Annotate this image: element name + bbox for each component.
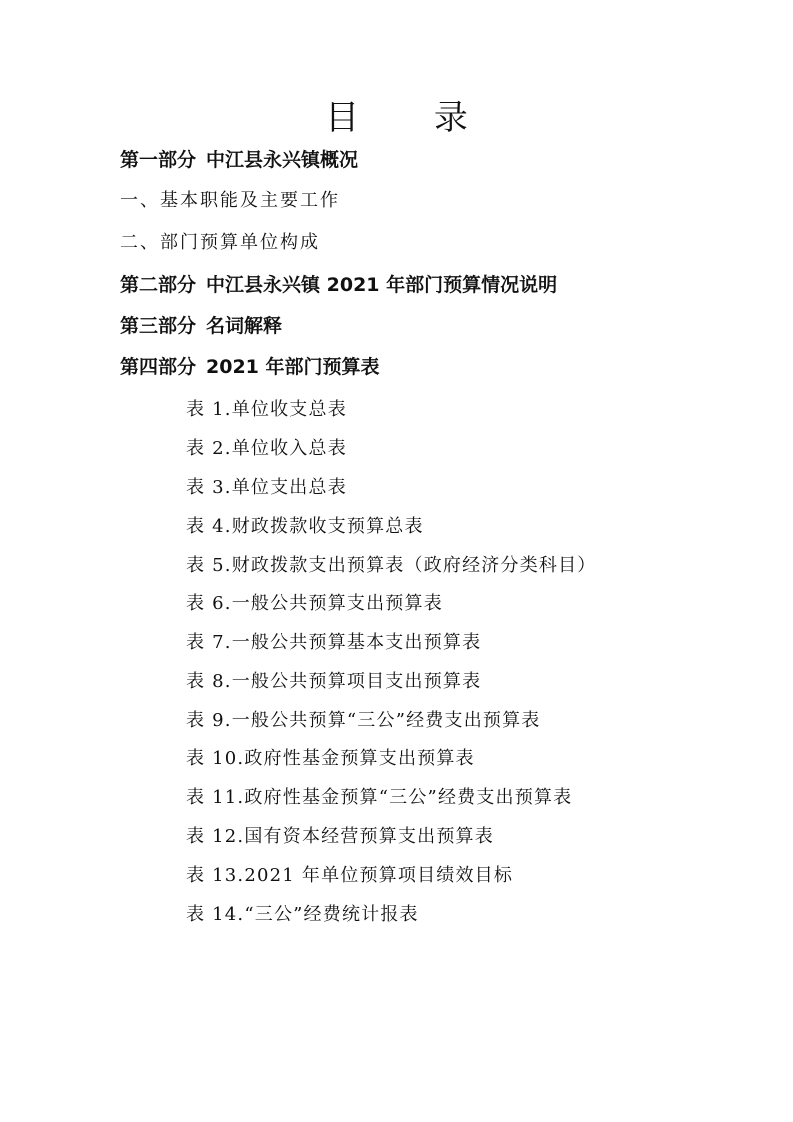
table-entry-6: 表 6.一般公共预算支出预算表	[186, 593, 443, 614]
part-1-name: 中江县永兴镇概况	[206, 149, 359, 171]
table-entry-11: 表 11.政府性基金预算“三公”经费支出预算表	[186, 787, 573, 808]
table-entry-13: 表 13.2021 年单位预算项目绩效目标	[186, 865, 514, 886]
part-1-section-1: 一、基本职能及主要工作	[120, 190, 340, 211]
part-2-heading: 第二部分	[120, 274, 197, 296]
part-1-heading: 第一部分	[120, 149, 197, 171]
table-entry-8: 表 8.一般公共预算项目支出预算表	[186, 671, 482, 692]
part-4-heading: 第四部分	[120, 356, 197, 378]
part-2-entry	[120, 270, 557, 300]
table-entry-1: 表 1.单位收支总表	[186, 399, 347, 420]
part-4-name: 2021 年部门预算表	[206, 356, 380, 378]
table-entry-3: 表 3.单位支出总表	[186, 477, 347, 498]
toc-title: 目 录	[325, 98, 500, 138]
table-entry-7: 表 7.一般公共预算基本支出预算表	[186, 632, 482, 653]
table-entry-5: 表 5.财政拨款支出预算表（政府经济分类科目）	[186, 555, 597, 576]
part-1-entry	[120, 145, 358, 175]
table-entry-10: 表 10.政府性基金预算支出预算表	[186, 748, 475, 769]
part-2-name: 中江县永兴镇 2021 年部门预算情况说明	[206, 274, 558, 296]
table-entry-2: 表 2.单位收入总表	[186, 438, 347, 459]
part-3-heading: 第三部分	[120, 315, 197, 337]
part-3-entry	[120, 311, 282, 341]
part-1-section-2: 二、部门预算单位构成	[120, 232, 320, 253]
table-entry-4: 表 4.财政拨款收支预算总表	[186, 516, 424, 537]
part-3-name: 名词解释	[206, 315, 283, 337]
table-entry-12: 表 12.国有资本经营预算支出预算表	[186, 826, 494, 847]
table-entry-14: 表 14.“三公”经费统计报表	[186, 904, 419, 925]
table-entry-9: 表 9.一般公共预算“三公”经费支出预算表	[186, 710, 541, 731]
part-4-entry	[120, 352, 380, 382]
